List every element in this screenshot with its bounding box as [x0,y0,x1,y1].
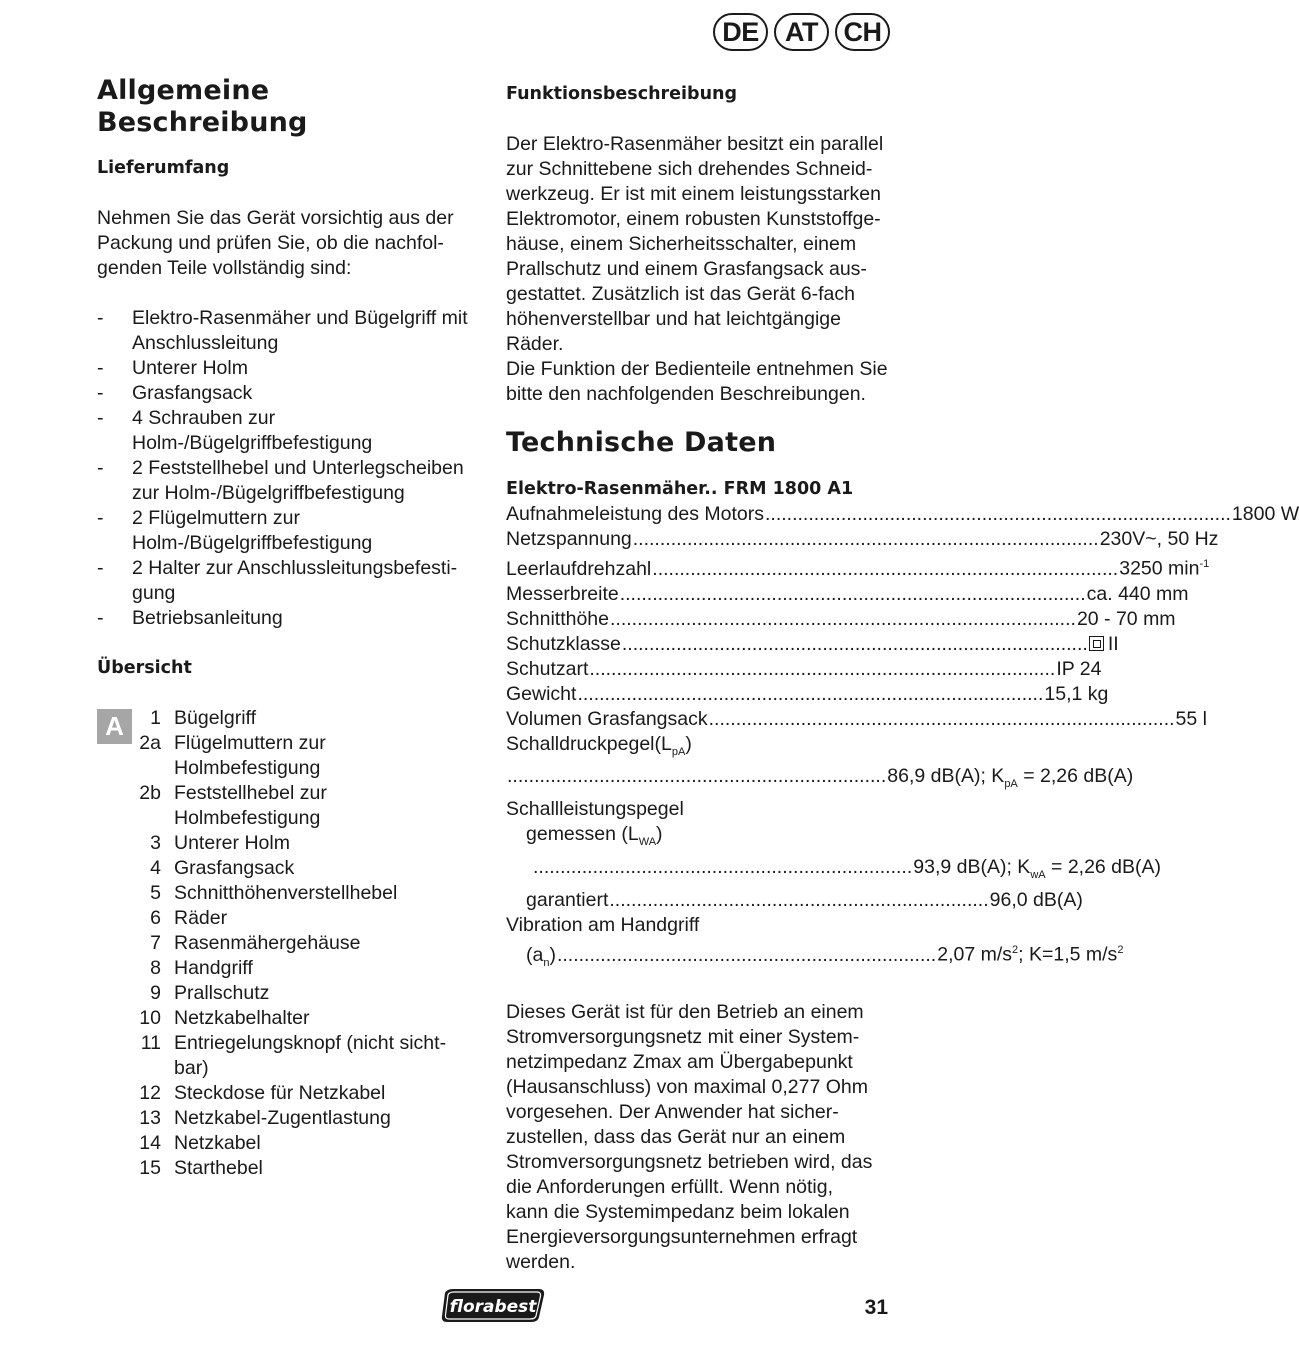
overview-item-number: 6 [150,907,161,929]
overview-item-text: Steckdose für Netzkabel [174,1082,386,1104]
overview-item-text: Räder [174,907,228,929]
spec-value [1119,552,1209,582]
zmax-text [506,1000,890,1275]
spec-label: Leerlaufdrehzahl [506,557,652,580]
spec-value [1232,502,1299,527]
uebersicht-heading: Übersicht [97,658,192,678]
spec-label: Schutzklasse [506,632,621,655]
overview-item-number: 12 [139,1082,161,1104]
overview-item-text: Grasfangsack [174,857,295,879]
spec-row [506,632,1119,657]
leader-dots: ...................................................................................... [610,607,1076,630]
garantiert-label: garantiert [526,889,609,912]
spec-value-sup: -1 [1199,558,1210,570]
spec-value-text: 15,1 kg [1044,682,1109,705]
overview-item [97,856,472,881]
schalldruck-sub: pA [671,745,686,758]
list-item [97,306,472,356]
list-item [97,356,472,381]
overview-item-number: 5 [150,882,161,904]
list-item-text: 2 Halter zur Anschlussleitungsbefesti- [132,557,458,579]
gemessen-label-text: gemessen (L [526,823,639,846]
list-dash: - [97,307,104,329]
list-dash: - [97,457,104,479]
list-item [97,456,472,506]
intro-line: Nehmen Sie das Gerät vorsichtig aus der [97,207,454,229]
vib-sup: 2 [1012,944,1019,957]
spec-label: Aufnahmeleistung des Motors [506,503,764,525]
country-badges [713,13,890,51]
overview-item-number: 8 [150,957,161,979]
spec-label: Volumen Grasfangsack [506,707,708,730]
intro-line: genden Teile vollständig sind: [97,257,352,279]
text-line: bitte den nachfolgenden Beschreibungen. [506,383,866,405]
overview-item-text: Netzkabelhalter [174,1007,310,1029]
vib-close: ) [549,943,556,966]
list-item-text: Grasfangsack [132,382,253,404]
overview-item-number: 2b [139,782,161,804]
spec-table [506,502,1299,732]
spec-label: Messerbreite [506,582,619,605]
text-line: Räder. [506,333,564,355]
overview-item-text: Netzkabel [174,1132,261,1154]
spec-value-text: 20 - 70 mm [1076,607,1176,630]
text-line: Prallschutz und einem Grasfangsack aus- [506,258,867,280]
overview-item-number: 9 [150,982,161,1004]
vibration-label: Vibration am Handgriff [506,914,700,937]
overview-item-text: Entriegelungsknopf (nicht sicht- [174,1032,447,1054]
spec-value-text: 230V~, 50 Hz [1099,528,1219,550]
overview-item [97,881,472,906]
vib-sub: n [543,956,550,969]
spec-value [1176,707,1207,732]
list-dash: - [97,507,104,529]
leader-dots: ...................................................................................... [632,528,1099,550]
garantiert-value: 96,0 dB(A) [989,889,1083,912]
overview-item-text: bar) [174,1057,209,1079]
value-text: 86,9 dB(A); K [887,765,1005,788]
overview-item-number: 15 [139,1157,161,1179]
schalldruck-value [887,764,1133,797]
section-title-line1: Allgemeine [97,75,270,106]
badge-at: AT [774,13,829,51]
list-item-text: zur Holm-/Bügelgriffbefestigung [132,482,405,504]
overview-item-text: Handgriff [174,957,253,979]
text-line: netzimpedanz Zmax am Übergabepunkt [506,1051,853,1074]
lieferumfang-list [97,306,472,631]
model-dots: .. [704,479,718,499]
list-item [97,606,472,631]
vib-sup2: 2 [1117,944,1124,957]
spec-value-text: 3250 min [1119,557,1200,580]
spec-row [506,707,1207,732]
schalldruck-close: ) [685,732,692,755]
spec-value [1100,527,1219,552]
leader-dots: ...................................................................... [533,856,913,879]
protection-class-icon [1089,636,1104,651]
text-line: häuse, einem Sicherheitsschalter, einem [506,233,857,255]
overview-item [97,1106,472,1131]
overview-item-number: 3 [150,832,161,854]
page-number: 31 [864,1296,888,1319]
spec-value-text: 55 l [1175,707,1207,730]
list-item [97,406,472,456]
text-line: Stromversorgungsnetz betrieben wird, das [506,1151,873,1174]
leader-dots: ...................................................................................... [708,707,1175,730]
overview-item [97,781,472,831]
text-line: Stromversorgungsnetz mit einer System- [506,1026,860,1049]
spec-row [506,502,1299,527]
overview-item-text: Holmbefestigung [174,807,321,829]
list-dash: - [97,407,104,429]
list-item-text: Elektro-Rasenmäher und Bügelgriff mit [132,307,468,329]
list-dash: - [97,557,104,579]
intro-line: Packung und prüfen Sie, ob die nachfol- [97,232,444,254]
overview-item [97,906,472,931]
gemessen-close: ) [656,823,663,846]
text-line: kann die Systemimpedanz beim lokalen [506,1201,850,1224]
spec-value-text: ca. 440 mm [1086,582,1189,605]
overview-item [97,706,472,731]
value-rest: = 2,26 dB(A) [1017,765,1134,788]
overview-item-text: Holmbefestigung [174,757,321,779]
list-dash: - [97,607,104,629]
list-item-text: Betriebsanleitung [132,607,283,629]
spec-value-text: II [1107,632,1119,655]
leader-dots: ...................................................................... [609,889,989,912]
list-item-text: 4 Schrauben zur [132,407,276,429]
vib-a: (a [526,943,544,966]
leader-dots: ...................................................................................... [577,682,1044,705]
spec-value-text: 1800 W [1231,503,1299,525]
overview-item-text: Flügelmuttern zur [174,732,326,754]
spec-row [506,552,1210,582]
spec-value [1044,682,1108,707]
overview-item-number: 13 [139,1107,161,1129]
overview-item-text: Rasenmähergehäuse [174,932,361,954]
spec-label: Netzspannung [506,528,632,550]
model-label: Elektro-Rasenmäher [506,479,705,499]
schalldruck-label-text: Schalldruckpegel(L [506,732,672,755]
overview-item [97,731,472,781]
vibration-symbol [526,943,556,976]
leader-dots: ...................................................................................... [619,582,1086,605]
overview-item-text: Prallschutz [174,982,270,1004]
overview-item-number: 10 [139,1007,161,1029]
overview-item [97,1081,472,1106]
list-item-text: 2 Flügelmuttern zur [132,507,300,529]
overview-list [97,706,472,1181]
gemessen-value [913,855,1161,888]
overview-item-number: 14 [139,1132,161,1154]
value-sub: pA [1004,778,1018,791]
badge-ch: CH [835,13,890,51]
leader-dots: ...................................................................................... [589,657,1056,680]
overview-item [97,1131,472,1156]
overview-item [97,1156,472,1181]
tech-title: Technische Daten [506,427,777,458]
overview-item-number: 4 [150,857,161,879]
value-text: 93,9 dB(A); K [913,856,1031,879]
overview-item-number: 1 [150,707,161,729]
garantiert-row [506,888,1083,913]
vib-value: 2,07 m/s [937,943,1013,966]
text-line: gestattet. Zusätzlich ist das Gerät 6-fach [506,283,855,305]
lieferumfang-intro [97,206,472,281]
section-title [97,75,472,139]
spec-row [506,527,1219,552]
overview-item-number: 7 [150,932,161,954]
text-line: höhenverstellbar und hat leichtgängige [506,308,841,330]
leader-dots: ...................................................................... [507,765,887,788]
text-line: Elektromotor, einem robusten Kunststoffge- [506,208,881,230]
list-item [97,506,472,556]
spec-label: Gewicht [506,682,577,705]
gemessen-label [506,822,890,855]
text-line: vorgesehen. Der Anwender hat sicher- [506,1101,839,1124]
text-line: werkzeug. Er ist mit einem leistungsstarken [506,183,881,205]
leader-dots: ...................................................................................... [652,557,1119,580]
overview-item-text: Bügelgriff [174,707,257,729]
leader-dots: ...................................................................................... [621,632,1088,655]
logo-text: florabest [449,1297,537,1317]
gemessen-row [506,855,1162,888]
overview-item [97,981,472,1006]
model-value: FRM 1800 A1 [723,479,854,499]
spec-value [1087,582,1189,607]
list-dash: - [97,357,104,379]
lieferumfang-heading: Lieferumfang [97,158,230,178]
text-line: werden. [506,1251,576,1274]
schalldruck-row [506,764,1134,797]
model-row [506,477,890,502]
leader-dots: ...................................................................... [556,943,937,966]
leistung-label: Schallleistungspegel [506,798,684,821]
spec-value-text: IP 24 [1056,657,1102,680]
list-item-text: Unterer Holm [132,357,248,379]
funktion-heading: Funktionsbeschreibung [506,84,738,104]
text-line: zustellen, dass das Gerät nur an einem [506,1126,846,1149]
spec-row [506,607,1176,632]
florabest-logo [439,1285,547,1325]
overview-item-number: 11 [140,1032,161,1054]
overview-item-number: 2a [139,732,161,754]
overview-item [97,931,472,956]
text-line: Die Funktion der Bedienteile entnehmen Sie [506,358,888,380]
value-rest: = 2,26 dB(A) [1045,856,1162,879]
spec-label: Schnitthöhe [506,607,609,630]
overview-item [97,1031,472,1081]
overview-item [97,831,472,856]
vibration-row [506,938,1124,975]
figure-a-marker: A [97,709,132,744]
funktion-text [506,132,890,407]
section-title-line2: Beschreibung [97,107,308,138]
badge-de: DE [713,13,768,51]
list-item-text: Anschlussleitung [132,332,279,354]
spec-row [506,682,1109,707]
spec-value [1089,632,1119,657]
gemessen-sub: WA [638,836,657,849]
text-line: zur Schnittebene sich drehendes Schneid- [506,158,873,180]
overview-item-text: Feststellhebel zur [174,782,327,804]
spec-row [506,582,1189,607]
list-item-text: 2 Feststellhebel und Unterlegscheiben [132,457,464,479]
list-item-text: Holm-/Bügelgriffbefestigung [132,432,373,454]
text-line: Dieses Gerät ist für den Betrieb an einem [506,1001,864,1024]
overview-item [97,1006,472,1031]
overview-item-text: Schnitthöhenverstellhebel [174,882,398,904]
spec-row [506,657,1102,682]
vibration-value [937,938,1123,968]
spec-value [1056,657,1101,682]
text-line: Energieversorgungsunternehmen erfragt [506,1226,858,1249]
list-item [97,381,472,406]
list-dash: - [97,382,104,404]
list-item [97,556,472,606]
list-item-text: Holm-/Bügelgriffbefestigung [132,532,373,554]
overview-item-text: Starthebel [174,1157,263,1179]
right-column [506,75,1299,1275]
list-item-text: gung [132,582,176,604]
text-line: die Anforderungen erfüllt. Wenn nötig, [506,1176,834,1199]
text-line: (Hausanschluss) von maximal 0,277 Ohm [506,1076,868,1099]
overview-item-text: Netzkabel-Zugentlastung [174,1107,391,1129]
overview-item [97,956,472,981]
spec-label: Schutzart [506,657,589,680]
overview-item-text: Unterer Holm [174,832,290,854]
spec-value [1077,607,1176,632]
schalldruck-label [506,732,890,765]
value-sub: wA [1030,869,1046,882]
text-line: Der Elektro-Rasenmäher besitzt ein parallel [506,133,884,155]
leader-dots: ...................................................................................... [764,503,1231,525]
vib-rest: ; K=1,5 m/s [1018,943,1118,966]
left-column [97,75,472,1181]
